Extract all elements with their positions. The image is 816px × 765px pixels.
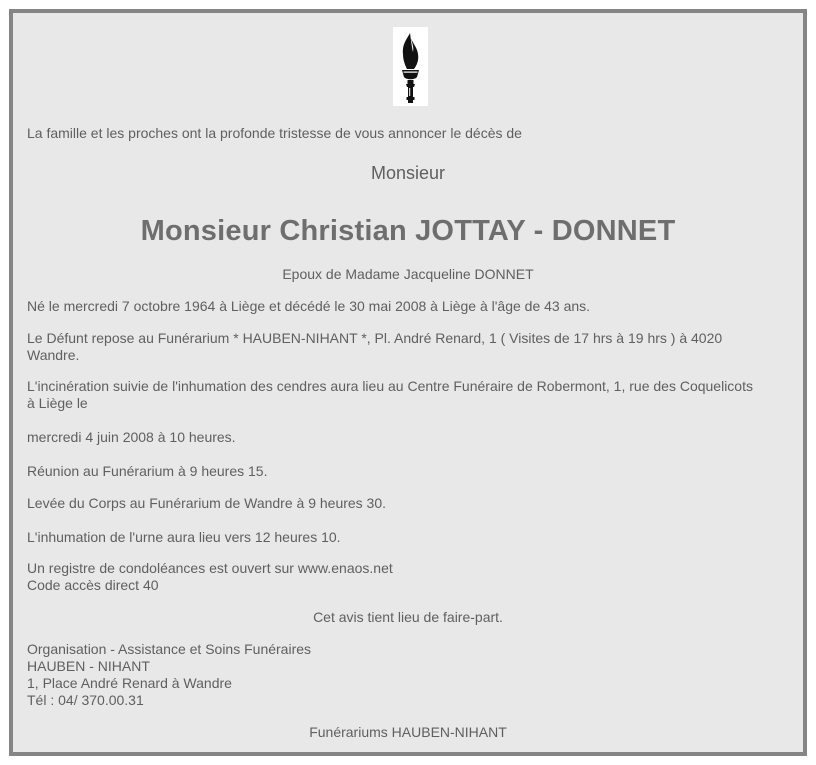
registry-paragraph	[27, 560, 393, 594]
rest-paragraph	[27, 330, 722, 364]
rest-line-1: Le Défunt repose au Funérarium * HAUBEN-NIHANT *, Pl. André Renard, 1 ( Visites de 17 hrs à 19 hrs ) à 4020	[27, 330, 723, 346]
footer-text: Funérariums HAUBEN-NIHANT	[309, 724, 507, 740]
death-notice	[9, 9, 807, 756]
cremation-line-1: L'incinération suivie de l'inhumation des cendres aura lieu au Centre Funéraire de Robermont, 1, rue des Coquelicots	[27, 378, 753, 394]
organisation-line-2: HAUBEN - NIHANT	[27, 658, 150, 674]
registry-line-2: Code accès direct 40	[27, 577, 159, 593]
registry-line-1: Un registre de condoléances est ouvert sur www.enaos.net	[27, 560, 393, 576]
torch-icon	[393, 27, 428, 106]
cremation-paragraph	[27, 378, 753, 412]
intro-text: La famille et les proches ont la profonde tristesse de vous annoncer le décès de	[27, 125, 522, 141]
ceremony-date: mercredi 4 juin 2008 à 10 heures.	[27, 429, 236, 445]
deceased-name: Monsieur Christian JOTTAY - DONNET	[140, 215, 676, 247]
birth-death-text: Né le mercredi 7 octobre 1964 à Liège et décédé le 30 mai 2008 à Liège à l'âge de 43 ans.	[27, 298, 591, 314]
meeting-text: Réunion au Funérarium à 9 heures 15.	[27, 463, 268, 479]
lifting-text: Levée du Corps au Funérarium de Wandre à 9 heures 30.	[27, 495, 387, 511]
organisation-block	[27, 641, 311, 709]
spouse-line: Epoux de Madame Jacqueline DONNET	[282, 266, 534, 282]
organisation-line-3: 1, Place André Renard à Wandre	[27, 675, 232, 691]
organisation-line-1: Organisation - Assistance et Soins Funéraires	[27, 641, 312, 657]
cremation-line-2: à Liège le	[27, 395, 88, 411]
rest-line-2: Wandre.	[27, 347, 80, 363]
urn-text: L'inhumation de l'urne aura lieu vers 12 heures 10.	[27, 529, 341, 545]
organisation-phone: Tél : 04/ 370.00.31	[27, 692, 144, 708]
faire-part-text: Cet avis tient lieu de faire-part.	[313, 609, 503, 625]
salutation: Monsieur	[370, 163, 446, 183]
